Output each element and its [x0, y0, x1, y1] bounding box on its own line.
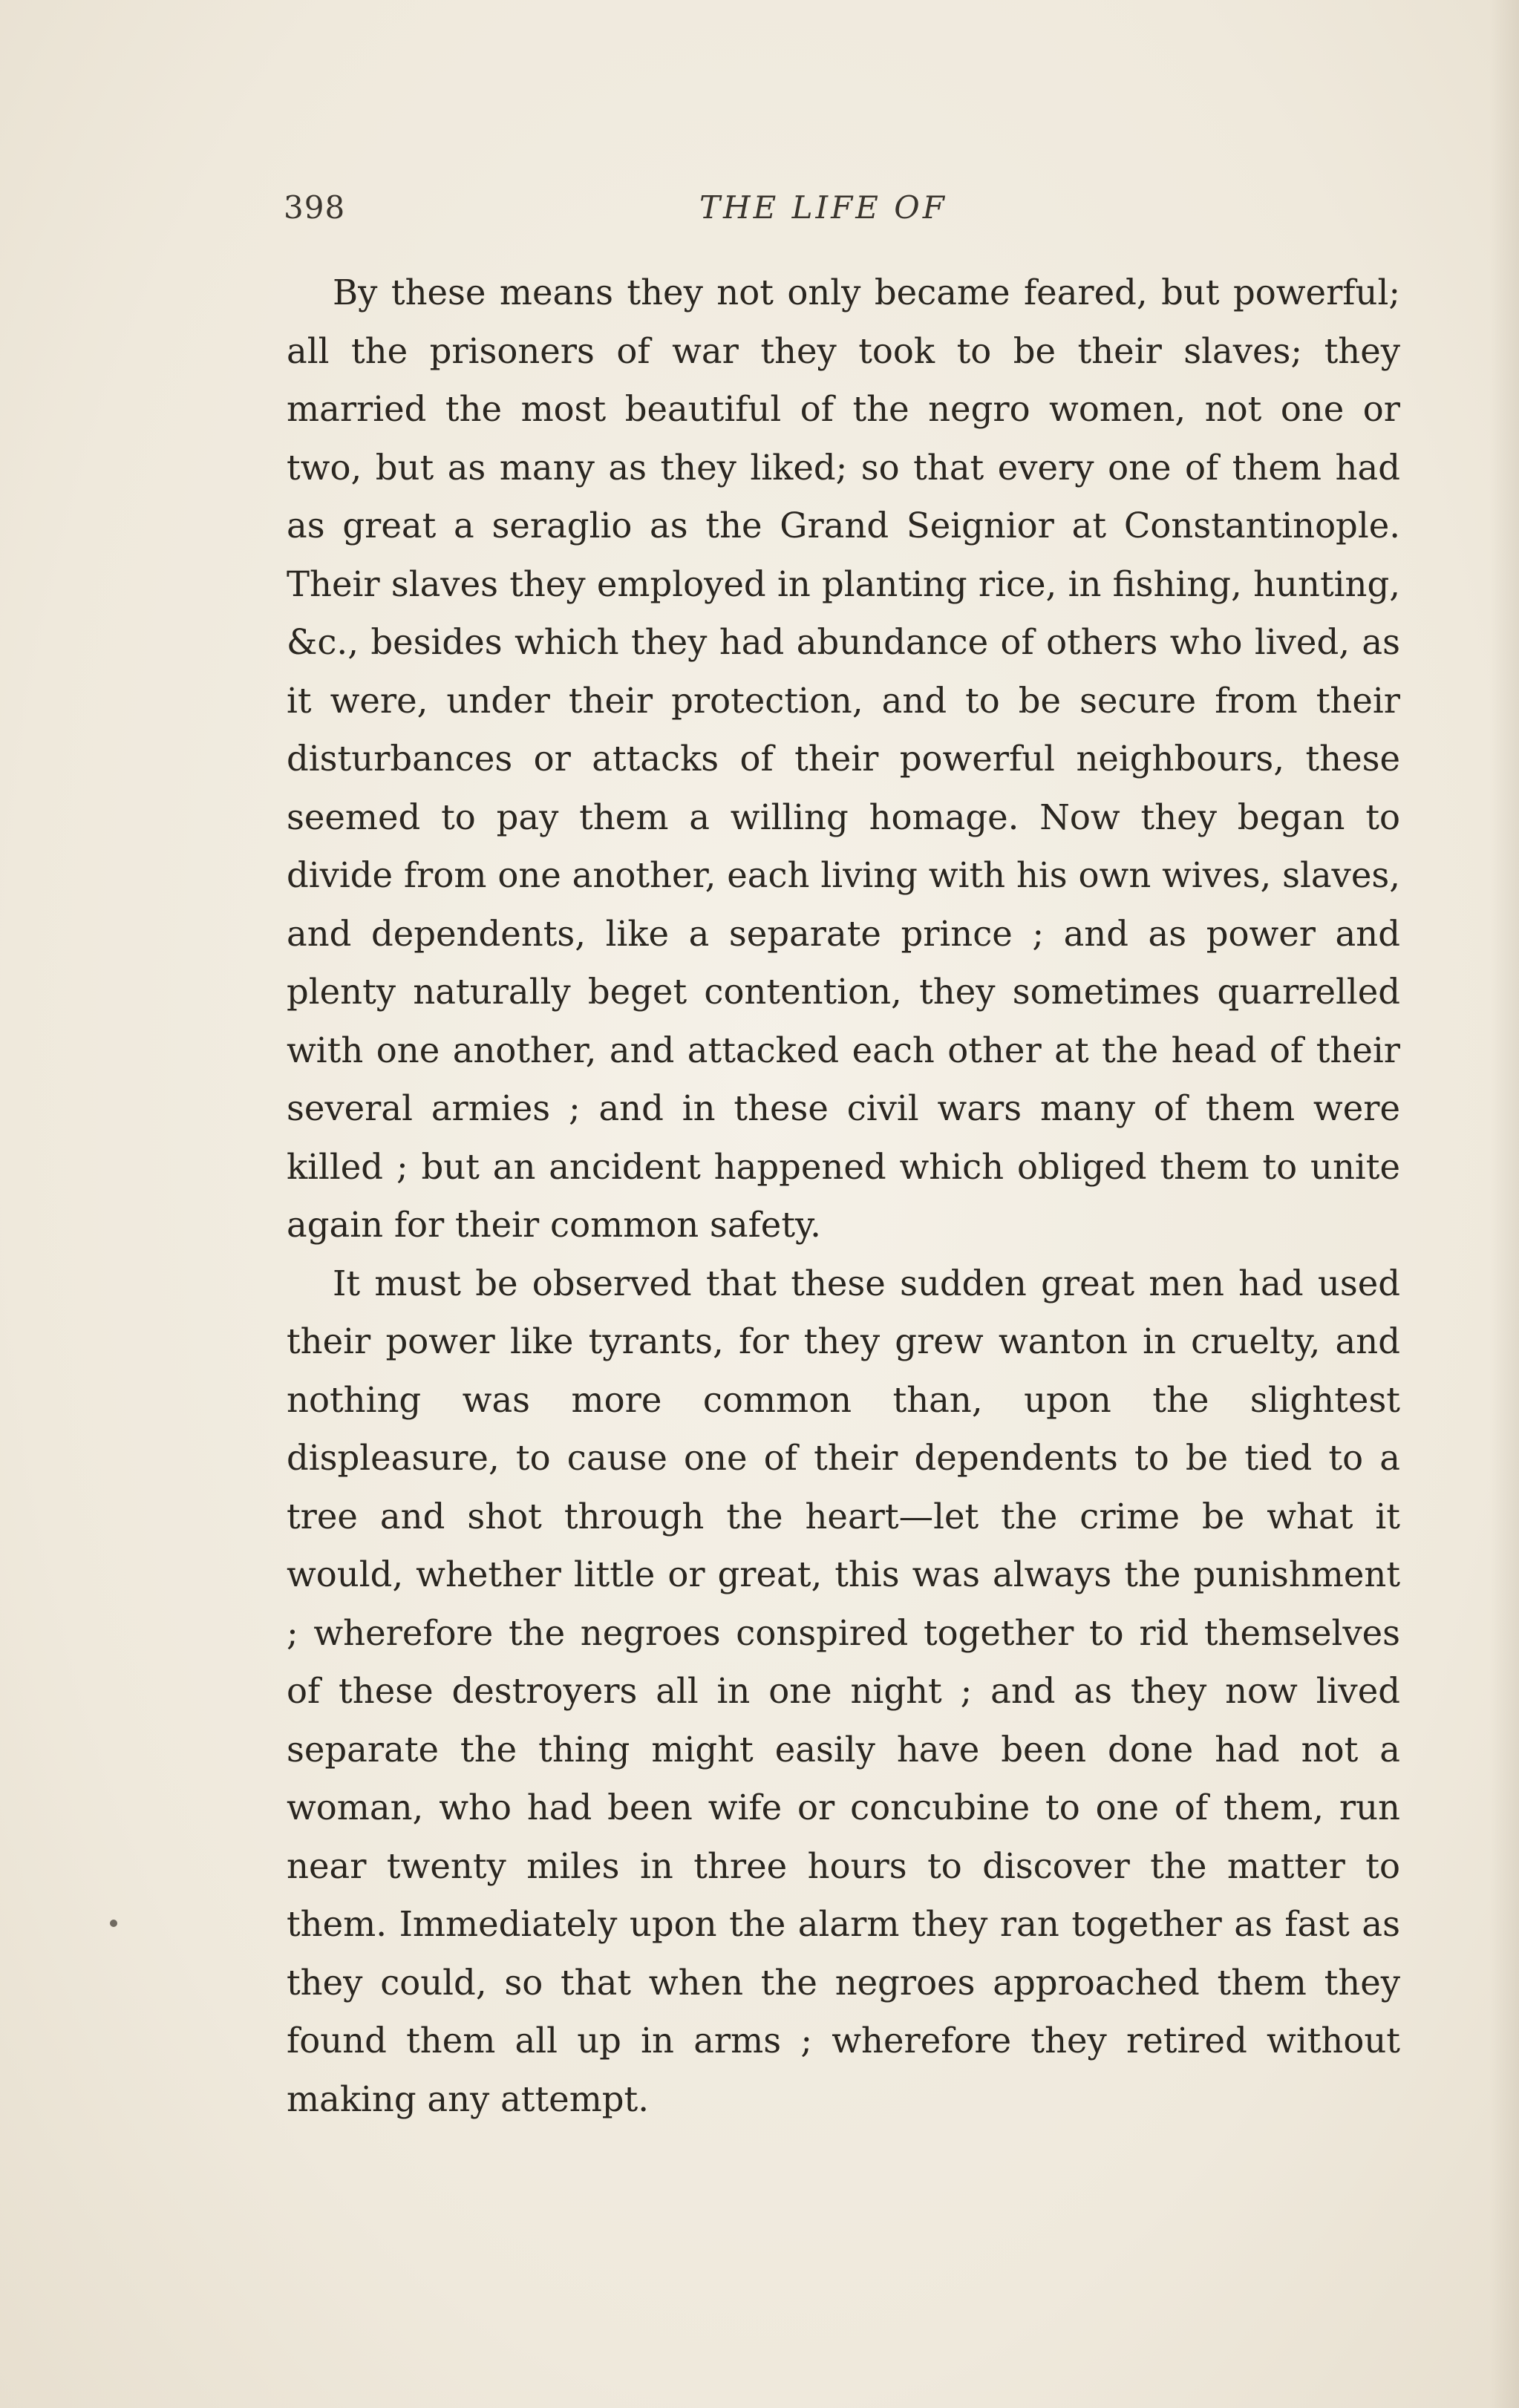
- page-edge-shadow: [1489, 0, 1519, 2408]
- body-text: [287, 264, 1400, 2128]
- paragraph-2: It must be observed that these sudden great men had used their power like tyrants, for they grew wanton in cruelty, and nothing was more common than, upon the slightest displeasure, to cause one of their dependents to be tied to a tree and shot through the heart—let the crime be what it would, whether little or great, this was always the punishment ; wherefore the negroes conspired together to rid themselves of these destroyers all in one night ; and as they now lived separate the thing might easily have been done had not a woman, who had been wife or concubine to one of them, run near twenty miles in three hours to discover the matter to them. Immediately upon the alarm they ran together as fast as they could, so that when the negroes approached them they found them all up in arms ; wherefore they retired without making any attempt.: [287, 1263, 1400, 2119]
- page-header: [284, 189, 1397, 234]
- page-number: 398: [284, 189, 346, 226]
- ink-speck: [110, 1920, 117, 1927]
- paragraph-1: By these means they not only became feared, but powerful; all the prisoners of war they took to be their slaves; they married the most beautiful of the negro women, not one or two, but as many as they liked; so that every one of them had as great a seraglio as the Grand Seignior at Constantinople. Their slaves they employed in planting rice, in fishing, hunting, &c., besides which they had abundance of others who lived, as it were, under their protection, and to be secure from their disturbances or attacks of their powerful neighbours, these seemed to pay them a willing homage. Now they began to divide from one another, each living with his own wives, slaves, and dependents, like a separate prince ; and as power and plenty naturally beget contention, they sometimes quarrelled with one another, and attacked each other at the head of their several armies ; and in these civil wars many of them were killed ; but an ancident happened which obliged them to unite again for their common safety.: [287, 272, 1400, 1245]
- running-title: THE LIFE OF: [699, 189, 947, 226]
